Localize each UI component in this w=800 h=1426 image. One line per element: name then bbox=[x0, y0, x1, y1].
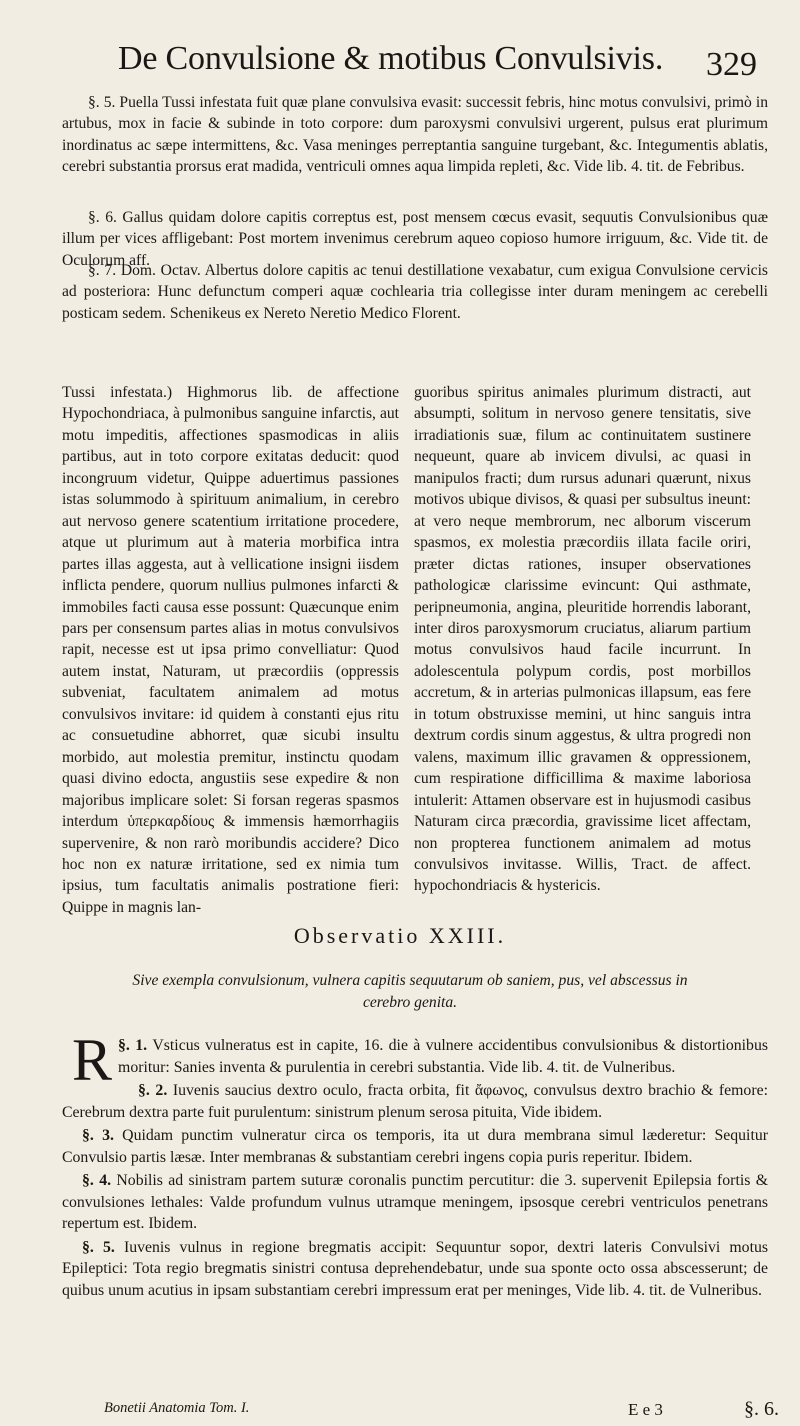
section-number: §. 5. bbox=[82, 1238, 115, 1256]
section-number: §. 4. bbox=[82, 1172, 112, 1189]
paragraph: §. 5. Puella Tussi infestata fuit quæ plane convulsiva evasit: successit febris, hinc motus convulsivi, primò in artubus, mox in facie & subinde in toto corpore: dum paroxysmi convulsivi urgerent, pulsus erat plurimum inordinatus ac sæpe intermittens, &c. Vasa meninges perreptantia sanguine turgebant, &c. Integumentis ablatis, cerebri substantia prorsus erat madida, ventriculi omnes aqua limpida repleti, &c. Vide lib. 4. tit. de Febribus. bbox=[62, 94, 768, 176]
catchword: §. 6. bbox=[744, 1398, 779, 1420]
paragraph: §. 6. Gallus quidam dolore capitis correptus est, post mensem cœcus evasit, sequutis Convulsionibus quæ illum per vices affligebant: Post mortem invenimus cerebrum aqueo copioso humore irriguum, &c. Vide tit. de Oculorum aff. bbox=[62, 209, 768, 269]
signature-mark: E e 3 bbox=[628, 1400, 663, 1419]
section-text: Iuvenis saucius dextro oculo, fracta orbita, fit ἄφωνος, convulsus dextro brachio & femore: Cerebrum dextra parte fuit purulentum: sinistrum plenum serosa pituita, Vide ibidem. bbox=[62, 1082, 768, 1121]
section-number: §. 3. bbox=[82, 1127, 114, 1144]
footer-title: Bonetii Anatomia Tom. I. bbox=[104, 1400, 250, 1416]
paragraph: §. 7. Dom. Octav. Albertus dolore capitis ac tenui destillatione vexabatur, cum exigua Convulsione cervicis ad posteriora: Hunc defunctum comperi aquæ cochlearia tria collegisse inter duram meningem ac cerebelli posticam sedem. Schenikeus ex Nereto Neretio Medico Florent. bbox=[62, 262, 768, 322]
observatio-sections bbox=[62, 1027, 768, 1303]
drop-cap: R bbox=[72, 1027, 113, 1093]
section-number: §. 1. bbox=[118, 1037, 148, 1054]
section-text: Nobilis ad sinistram partem suturæ coronalis punctim percutitur: die 3. supervenit Epilepsia fortis & convulsiones lethales: Valde profundum vulnus utramque meningem, ipsosque cerebri ventriculos penetrans repertum est. Ibidem. bbox=[62, 1172, 768, 1232]
section-1 bbox=[62, 1027, 768, 1093]
commentary-left-column bbox=[62, 382, 399, 918]
section-top-5 bbox=[62, 92, 768, 178]
paragraph: Tussi infestata.) Highmorus lib. de affectione Hypochondriaca, à pulmonibus sanguine infarctis, aut motu impeditis, affectiones spasmodicas in aliis partibus, aut in toto corpore exitatas deducit: quod incongruum videtur, Quippe aduertimus passiones istas solummodo à spirituum animalium, in cerebro aut nervoso genere scatentium irritatione procedere, atque ut plurimum aut à materia morbifica intra partes illas aggesta, aut à vellicatione insigni iisdem inflicta pendere, quorum nullius pulmones infarcti & immobiles facti causa esse possunt: Quæcunque enim pars per consensum partes alias in motus convulsivos rapit, necesse est ut ipsa primo convelliatur: Quod autem instat, Naturam, ut præcordiis (oppressis subveniat, facultatem animalem ad motus convulsivos invitare: id quidem à constanti ejus ritu ac consuetudine abhorret, quæ sicubi insultu morbido, aut molestia premitur, instinctu quodam quasi divino edocta, angustiis sese expedire & non majoribus implicare solet: Si forsan regeras spasmos interdum ὑπερκαρδίους & immensis hæmorrhagiis supervenire, & non rarò moribundis accidere? Dico hoc non ex naturæ irritatione, sed ex nimia tum ipsius, tum facultatis animalis postratione fieri: Quippe in magnis lan- bbox=[62, 384, 399, 916]
page-number: 329 bbox=[706, 46, 757, 83]
running-title: De Convulsione & motibus Convulsivis. bbox=[118, 40, 664, 77]
section-text: Vsticus vulneratus est in capite, 16. die à vulnere accidentibus convulsionibus & distortionibus moritur: Sanies inventa & purulentia in cerebri substantia. Vide lib. 4. tit. de Vulneribus. bbox=[118, 1037, 768, 1076]
section-3 bbox=[62, 1125, 768, 1168]
section-5 bbox=[62, 1237, 768, 1302]
section-top-7 bbox=[62, 260, 768, 324]
observatio-heading: Observatio XXIII. bbox=[293, 923, 507, 948]
paragraph: guoribus spiritus animales plurimum distracti, aut absumpti, solitum in nervoso genere tensitatis, sive irradiationis suæ, filum ac continuitatem sustinere nequeunt, quare ab invicem divulsi, ac quasi in manipulos fracti; dum rursus adunari quærunt, nixus motivos ubique divisos, & quasi per subsultus ineunt: at vero neque membrorum, nec alborum viscerum spasmos, ex molestia præcordiis illata facile oriri, præter dictas rationes, insuper observationes pathologicæ clarissime evincunt: Qui asthmate, peripneumonia, angina, pleuritide horrendis laborant, inter diros paroxysmorum cruciatus, aliarum partium motus convulsivos haud facile incurrunt. In adolescentula polypum cordis, post morbillos accretum, & in arterias pulmonicas illapsum, eas fere in totum obstruxisse memini, ut hinc sanguis intra dextrum cordis sinum aggestus, & ultra progredi non valens, maximum illic gravamen & oppressionem, cum respiratione difficillima & maxime laboriosa intulerit: Attamen observare est in hujusmodi casibus Naturam circa præcordia, gravissime licet affectam, non propterea functionem animalem ad motus convulsivos invitasse. Willis, Tract. de affect. hypochondriacis & hystericis. bbox=[414, 384, 751, 895]
commentary-right-column bbox=[414, 382, 751, 897]
section-4 bbox=[62, 1170, 768, 1235]
section-text: Iuvenis vulnus in regione bregmatis accipit: Sequuntur sopor, dextri lateris Convulsivi motus Epileptici: Tota regio bregmatis sinistri contusa deprehendebatur, unde sua sponte octo ossa abscesserunt; de quibus unum acutius in ipsam substantiam cerebri impressum erat per meninges, Vide lib. 4. tit. de Vulneribus. bbox=[62, 1238, 768, 1299]
section-2 bbox=[62, 1080, 768, 1123]
section-number: §. 2. bbox=[138, 1082, 168, 1099]
section-text: Quidam punctim vulneratur circa os temporis, ita ut dura membrana simul læderetur: Sequitur Convulsio partis læsæ. Inter membranas & substantiam cerebri ingens copia puris reperitur. Ibidem. bbox=[62, 1127, 768, 1166]
observatio-subtitle: Sive exempla convulsionum, vulnera capitis sequutarum ob saniem, pus, vel abscessus in cerebro genita. bbox=[132, 972, 688, 1011]
